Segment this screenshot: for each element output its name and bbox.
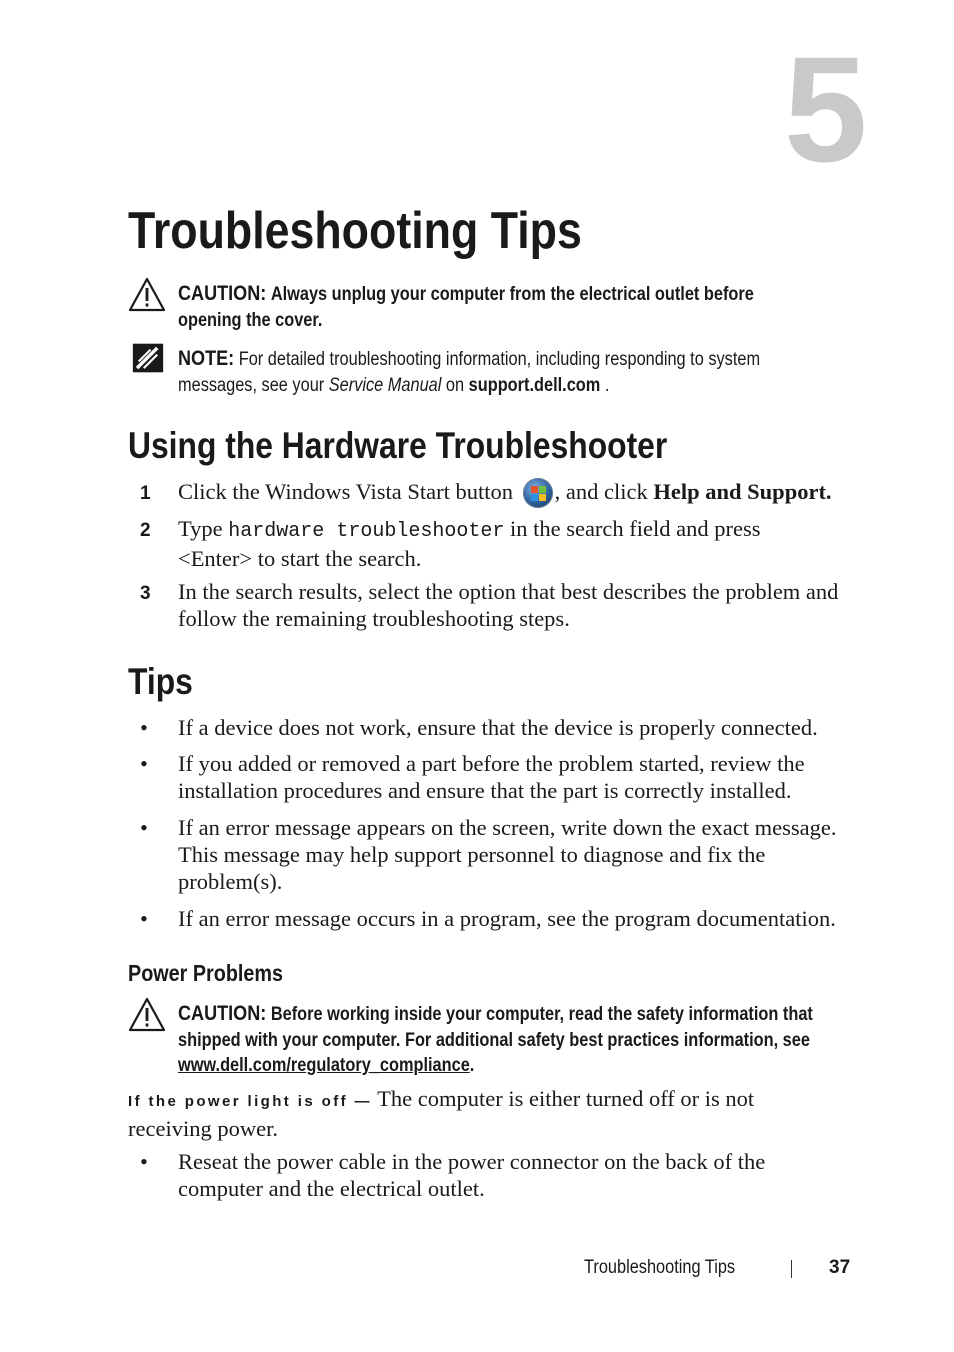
help-and-support-label: Help and Support. [653,479,832,504]
caution-text: Always unplug your computer from the electrical outlet before [270,284,754,305]
note-pencil-icon [132,342,164,374]
info-note: NOTE: For detailed troubleshooting information, including responding to system messages, see your Service Manual on support.dell.com . [128,342,868,398]
list-item: • Reseat the power cable in the power connector on the back of the computer and the electrical outlet. [140,1149,766,1201]
service-manual-title: Service Manual [328,374,442,396]
step-3: 3 In the search results, select the option that best describes the problem and follow the remaining troubleshooting steps. [140,579,839,631]
list-item: • If an error message appears on the screen, write down the exact message. This message may help support personnel to diagnose and fix the problem(s). [140,815,837,894]
note-text: For detailed troubleshooting information, including responding to system [238,349,761,370]
footer-chapter-title: Troubleshooting Tips [584,1257,736,1278]
footer-divider [791,1260,792,1278]
regulatory-compliance-link[interactable]: www.dell.com/regulatory_compliance [178,1055,470,1076]
caution-triangle-icon [128,997,166,1033]
windows-start-icon [523,478,553,508]
list-item: • If a device does not work, ensure that the device is properly connected. [140,715,818,740]
power-light-off-paragraph: If the power light is off — The computer is either turned off or is not receiving power. [128,1086,755,1141]
caution-note: CAUTION: Always unplug your computer from the electrical outlet before opening the cover. [128,277,868,333]
section-heading-hardware-troubleshooter: Using the Hardware Troubleshooter [128,425,668,466]
step-2: 2 Type hardware troubleshooter in the search field and press <Enter> to start the search. [140,516,761,571]
caution-note: CAUTION: Before working inside your computer, read the safety information that shipped with your computer. For additional safety best practices information, see www.dell.com/regulatory_compliance. [128,997,868,1077]
caution-text: Before working inside your computer, read the safety information that [270,1004,813,1025]
caution-triangle-icon [128,277,166,313]
list-item: • If you added or removed a part before the problem started, review the installation procedures and ensure that the part is correctly installed. [140,751,805,803]
note-label: NOTE: [178,347,235,370]
step-1: 1 Click the Windows Vista Start button , and click Help and Support. [140,478,870,508]
subsection-heading-power-problems: Power Problems [128,960,284,986]
support-link[interactable]: support.dell.com [468,374,601,396]
section-heading-tips: Tips [128,661,193,702]
power-light-off-label: If the power light is off — [128,1093,372,1110]
caution-label: CAUTION: [178,1002,267,1025]
caution-label: CAUTION: [178,282,267,305]
chapter-number: 5 [784,25,864,193]
list-item: • If an error message occurs in a program, see the program documentation. [140,906,836,931]
search-term-code: hardware troubleshooter [228,520,505,543]
page-number: 37 [829,1257,851,1278]
chapter-title: Troubleshooting Tips [128,202,582,260]
